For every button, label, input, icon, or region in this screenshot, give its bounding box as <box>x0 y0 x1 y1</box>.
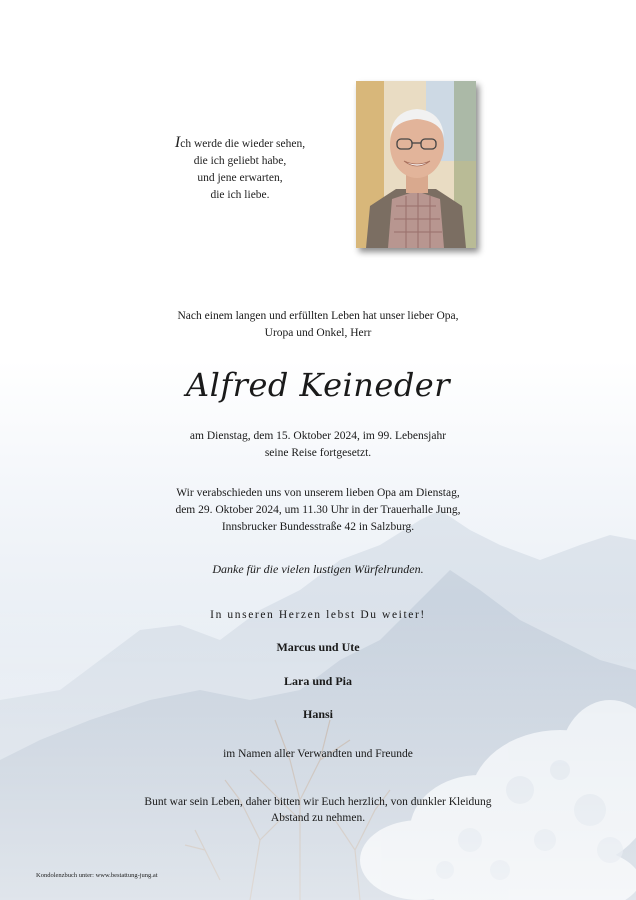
death-notice <box>0 428 636 462</box>
portrait-photo <box>356 81 476 248</box>
motto-line: In unseren Herzen lebst Du weiter! <box>210 609 426 621</box>
quote-initial: I <box>174 134 181 151</box>
dress-line-1: Bunt war sein Leben, daher bitten wir Euch herzlich, von dunkler Kleidung <box>144 796 492 808</box>
intro-line-1: Nach einem langen und erfüllten Leben hat unser lieber Opa, <box>177 310 459 322</box>
death-line-1: am Dienstag, dem 15. Oktober 2024, im 99. Lebensjahr <box>189 430 447 442</box>
memorial-quote <box>140 134 340 204</box>
family-name-3: Hansi <box>302 707 333 721</box>
family-name-2: Lara und Pia <box>283 674 352 688</box>
death-line-2: seine Reise fortgesetzt. <box>264 447 372 459</box>
relatives-line: im Namen aller Verwandten und Freunde <box>223 748 413 760</box>
portrait-illustration <box>356 81 476 248</box>
quote-line-4: die ich liebe. <box>210 189 270 201</box>
funeral-line-1: Wir verabschieden uns von unserem lieben Opa am Dienstag, <box>176 487 460 499</box>
deceased-name: Alfred Keineder <box>185 366 451 404</box>
dress-line-2: Abstand zu nehmen. <box>270 812 366 824</box>
family-name-1: Marcus und Ute <box>276 640 360 654</box>
funeral-line-3: Innsbrucker Bundesstraße 42 in Salzburg. <box>221 521 415 533</box>
dress-code-note <box>0 794 636 826</box>
condolence-book-link[interactable]: Kondolenzbuch unter: www.bestattung-jung.at <box>36 872 158 879</box>
quote-line-1: Ich werde die wieder sehen, <box>174 134 306 151</box>
quote-line-3: und jene erwarten, <box>197 172 283 184</box>
quote-line-2: die ich geliebt habe, <box>193 155 287 167</box>
funeral-info <box>0 485 636 536</box>
funeral-line-2: dem 29. Oktober 2024, um 11.30 Uhr in der Trauerhalle Jung, <box>175 504 461 516</box>
intro-line-2: Uropa und Onkel, Herr <box>264 327 372 339</box>
thanks-line: Danke für die vielen lustigen Würfelrunden. <box>212 562 424 576</box>
intro-text <box>0 308 636 342</box>
